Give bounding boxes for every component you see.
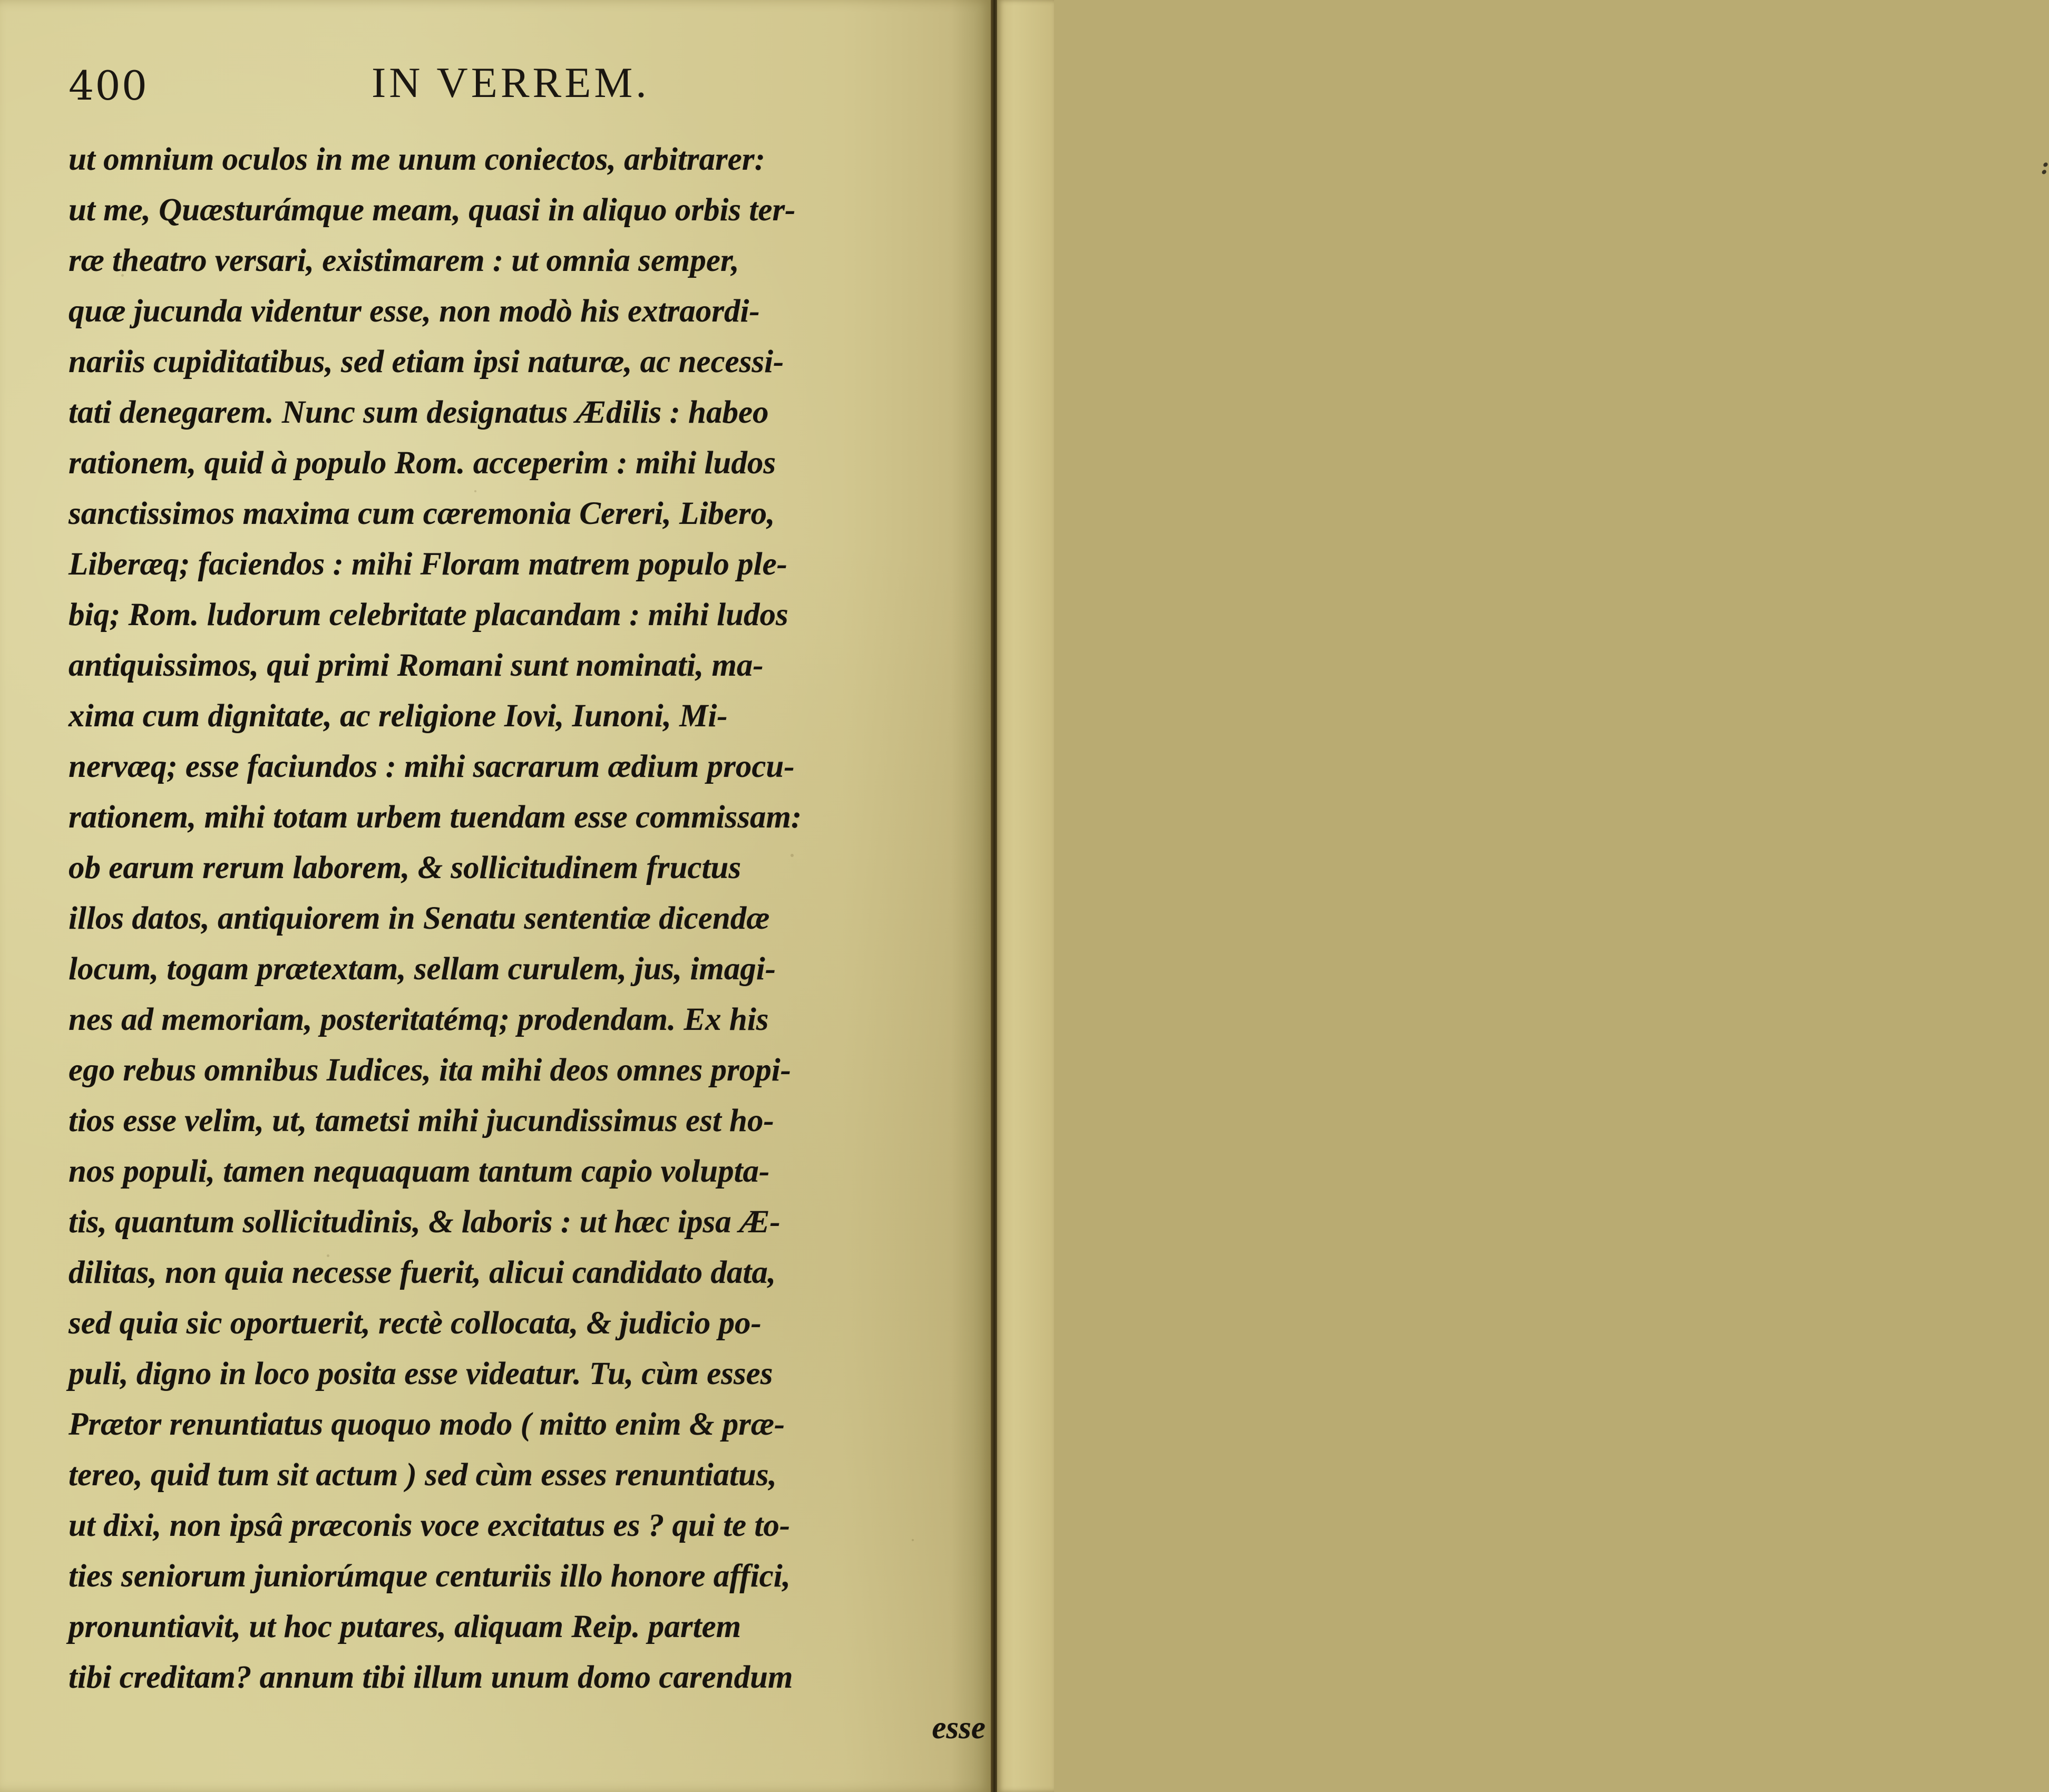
text-line: tati denegarem. Nunc sum designatus Ædilis : habeo [69,395,769,430]
book-page [0,0,991,1792]
main-text [69,134,986,1747]
text-line: nos populi, tamen nequaquam tantum capio volupta- [69,1154,770,1189]
text-line: ut me, Quæsturámque meam, quasi in aliquo orbis ter- [69,192,796,228]
text-line: sanctissimos maxima cum cæremonia Cereri, Libero, [69,496,775,531]
text-line: ræ theatro versari, existimarem : ut omnia semper, [69,243,739,278]
text-line: nariis cupiditatibus, sed etiam ipsi naturæ, ac necessi- [69,344,784,379]
text-line: dilitas, non quia necesse fuerit, alicui candidato data, [69,1255,776,1290]
text-line: puli, digno in loco posita esse videatur. Tu, cùm esses [69,1356,773,1391]
text-line: xima cum dignitate, ac religione Iovi, Iunoni, Mi- [69,698,728,734]
text-line: ob earum rerum laborem, & sollicitudinem fructus [69,850,741,885]
running-head: IN VERREM. [372,59,650,106]
text-line: tios esse velim, ut, tametsi mihi jucundissimus est ho- [69,1103,774,1138]
text-line: antiquissimos, qui primi Romani sunt nominati, ma- [69,648,764,683]
text-line: quæ jucunda videntur esse, non modò his extraordi- [69,294,760,329]
catchword: esse [932,1710,986,1746]
page-number: 400 [69,62,149,109]
text-line: pronuntiavit, ut hoc putares, aliquam Reip. partem [69,1609,741,1644]
text-line: nes ad memoriam, posteritatémq; prodendam. Ex his [69,1002,769,1037]
text-line: ego rebus omnibus Iudices, ita mihi deos omnes propi- [69,1053,791,1088]
text-line: tibi creditam? annum tibi illum unum domo carendum [69,1660,793,1695]
book-gutter-edge [991,0,997,1792]
text-line: Prætor renuntiatus quoquo modo ( mitto enim & præ- [69,1407,785,1442]
text-line: sed quia sic oportuerit, rectè collocata, & judicio po- [69,1306,762,1341]
text-line: locum, togam prætextam, sellam curulem, jus, imagi- [69,951,776,987]
text-line: rationem, quid à populo Rom. acceperim : mihi ludos [69,445,776,481]
text-line: ties seniorum juniorúmque centuriis illo honore affici, [69,1559,791,1594]
text-line: ut dixi, non ipsâ præconis voce excitatus es ? qui te to- [69,1508,791,1543]
text-line: biq; Rom. ludorum celebritate placandam : mihi ludos [69,597,788,632]
adjacent-page-fragment: : [2041,153,2049,180]
page-header [69,59,986,115]
text-line: nervæq; esse faciundos : mihi sacrarum ædium procu- [69,749,795,784]
text-line: tis, quantum sollicitudinis, & laboris : ut hæc ipsa Æ- [69,1204,780,1240]
text-line: ut omnium oculos in me unum coniectos, arbitrarer: [69,142,765,177]
text-line: illos datos, antiquiorem in Senatu sententiæ dicendæ [69,901,770,936]
text-line: rationem, mihi totam urbem tuendam esse commissam: [69,800,802,835]
text-line: tereo, quid tum sit actum ) sed cùm esses renuntiatus, [69,1457,777,1493]
text-line: Liberæq; faciendos : mihi Floram matrem populo ple- [69,547,787,582]
adjacent-page-edge [997,0,2049,1792]
